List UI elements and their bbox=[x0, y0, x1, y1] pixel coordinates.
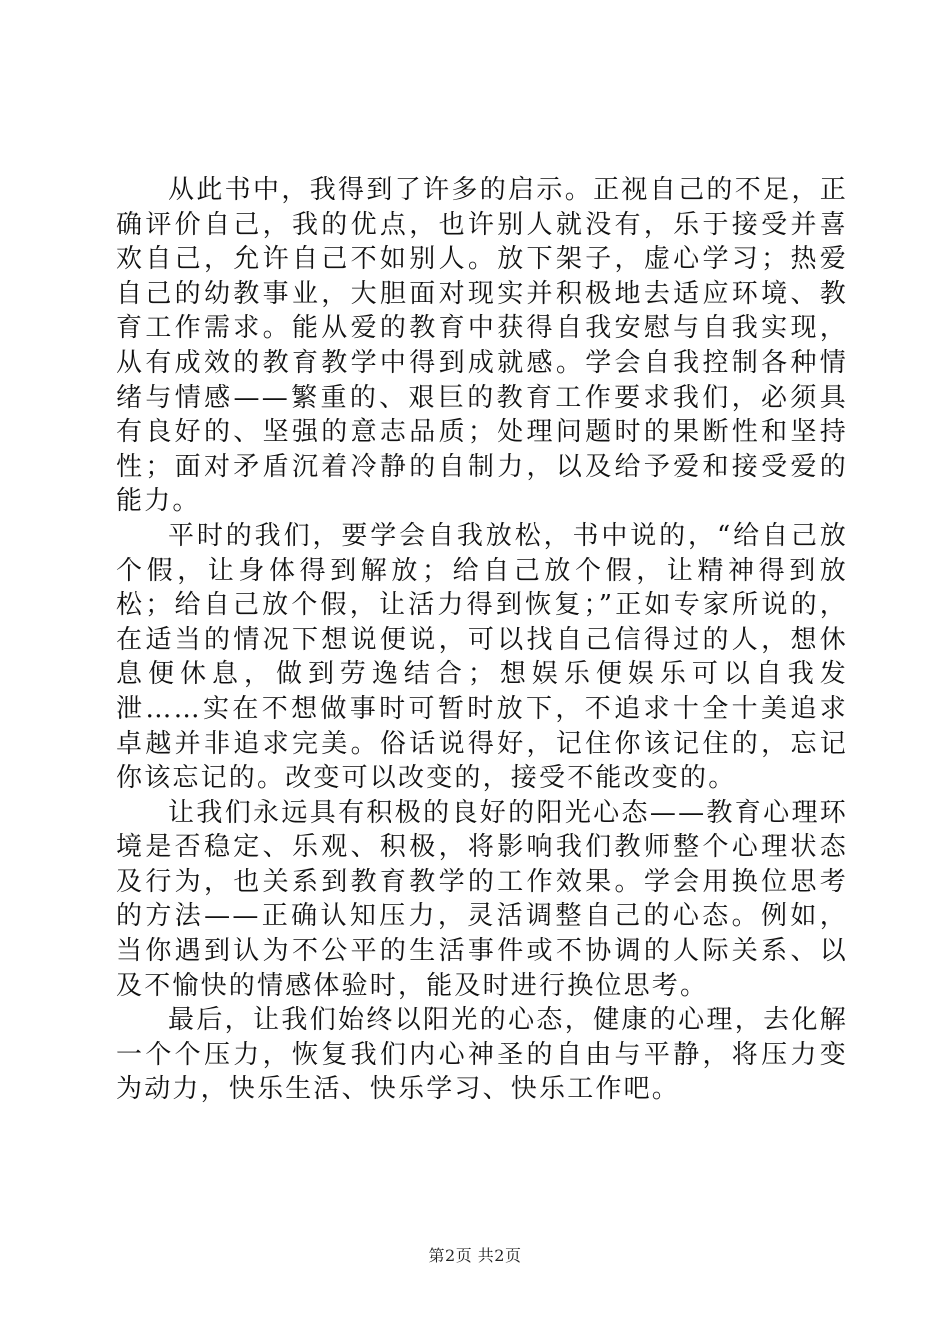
paragraph-1: 从此书中，我得到了许多的启示。正视自己的不足，正确评价自己，我的优点，也许别人就没有，乐于接受并喜欢自己，允许自己不如别人。放下架子，虚心学习；热爱自己的幼教事业，大胆面对现实并积极地去适应环境、教育工作需求。能从爱的教育中获得自我安慰与自我实现，从有成效的教育教学中得到成就感。学会自我控制各种情绪与情感——繁重的、艰巨的教育工作要求我们，必须具有良好的、坚强的意志品质；处理问题时的果断性和坚持性；面对矛盾沉着冷静的自制力，以及给予爱和接受爱的能力。 bbox=[116, 175, 848, 517]
document-body bbox=[116, 173, 848, 1107]
paragraph-2: 平时的我们，要学会自我放松，书中说的，“给自己放个假，让身体得到解放；给自己放个假，让精神得到放松；给自己放个假，让活力得到恢复；”正如专家所说的，在适当的情况下想说便说，可以找自己信得过的人，想休息便休息，做到劳逸结合；想娱乐便娱乐可以自我发泄……实在不想做事时可暂时放下，不追求十全十美追求卓越并非追求完美。俗话说得好，记住你该记住的，忘记你该忘记的。改变可以改变的，接受不能改变的。 bbox=[116, 520, 848, 794]
paragraph-4: 最后，让我们始终以阳光的心态，健康的心理，去化解一个个压力，恢复我们内心神圣的自由与平静，将压力变为动力，快乐生活、快乐学习、快乐工作吧。 bbox=[116, 1005, 848, 1105]
page-number-footer: 第2页 共2页 bbox=[428, 1246, 522, 1265]
paragraph-3: 让我们永远具有积极的良好的阳光心态——教育心理环境是否稳定、乐观、积极，将影响我们教师整个心理状态及行为，也关系到教育教学的工作效果。学会用换位思考的方法——正确认知压力，灵活调整自己的心态。例如，当你遇到认为不公平的生活事件或不协调的人际关系、以及不愉快的情感体验时，能及时进行换位思考。 bbox=[116, 797, 848, 1001]
